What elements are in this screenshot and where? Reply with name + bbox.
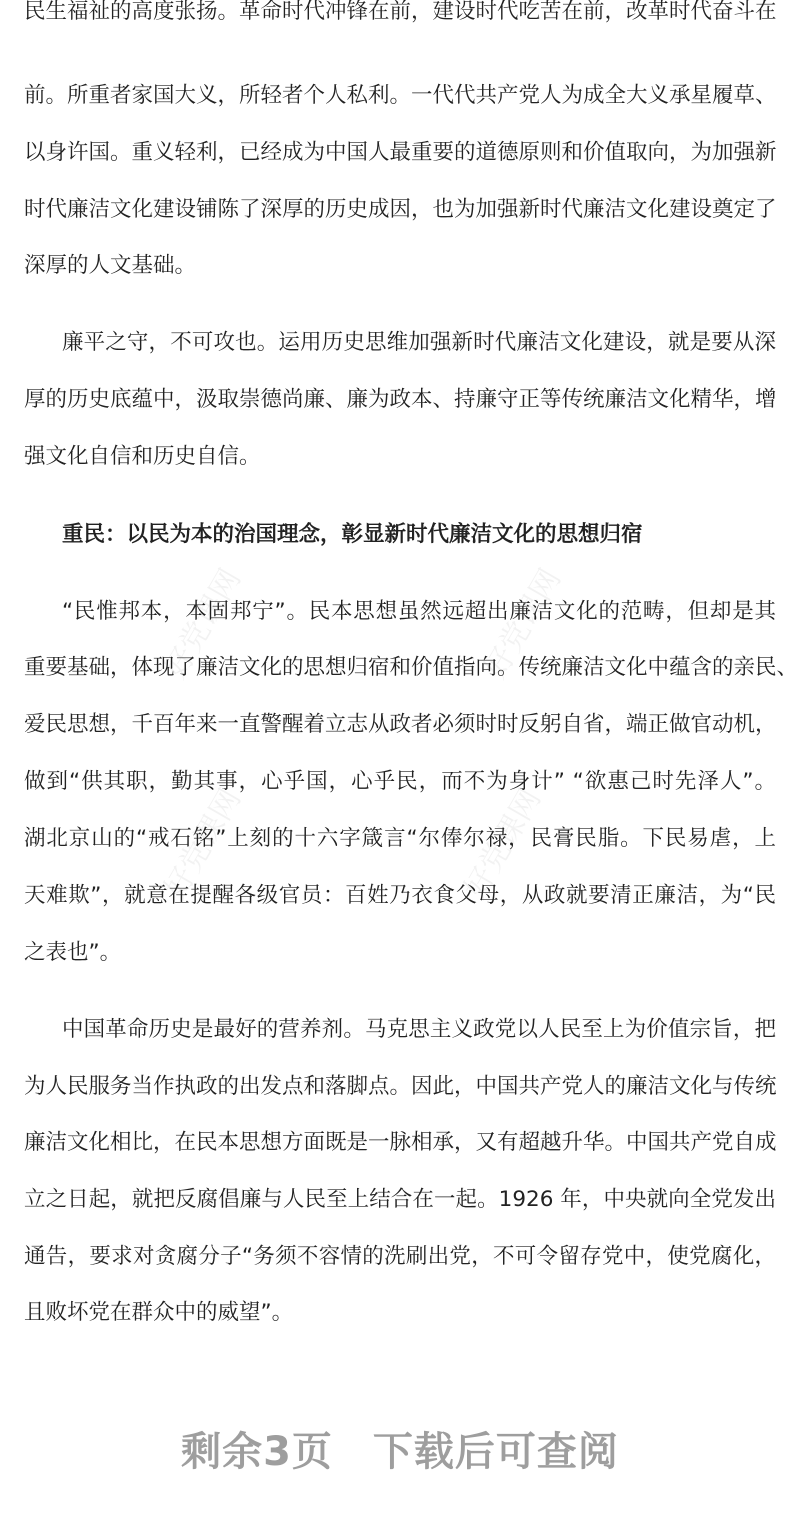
text-line: 重要基础，体现了廉洁文化的思想归宿和价值指向。传统廉洁文化中蕴含的亲民、 <box>24 655 799 680</box>
text-line: 且败坏党在群众中的威望”。 <box>24 1300 294 1325</box>
text-line: 做到“供其职，勤其事，心乎国，心乎民，而不为身计” “欲惠己时先泽人”。 <box>24 769 776 794</box>
text-line: 湖北京山的“戒石铭”上刻的十六字箴言“尔俸尔禄，民膏民脂。下民易虐，上 <box>24 826 776 851</box>
text-line: 中国革命历史是最好的营养剂。马克思主义政党以人民至上为价值宗旨，把 <box>62 1017 776 1042</box>
text-line: 强文化自信和历史自信。 <box>24 444 261 469</box>
text-line: 为人民服务当作执政的出发点和落脚点。因此，中国共产党人的廉洁文化与传统 <box>24 1074 777 1099</box>
text-line: 通告，要求对贪腐分子“务须不容情的洗刷出党，不可令留存党中，使党腐化， <box>24 1244 776 1269</box>
text-line: 之表也”。 <box>24 940 122 965</box>
text-line: 以身许国。重义轻利，已经成为中国人最重要的道德原则和价值取向，为加强新 <box>24 140 777 165</box>
remaining-pages-label: 剩余3页 <box>181 1429 333 1475</box>
text-line: 深厚的人文基础。 <box>24 253 197 278</box>
text-line: 前。所重者家国大义，所轻者个人私利。一代代共产党人为成全大义承星履草、 <box>24 83 777 108</box>
watermark: 好党课网 <box>157 563 249 685</box>
text-line: “民惟邦本，本固邦宁”。民本思想虽然远超出廉洁文化的范畴，但却是其 <box>62 599 776 624</box>
watermark: 好党课网 <box>457 783 549 905</box>
watermark: 好党课网 <box>477 563 569 685</box>
watermark: 好党课网 <box>157 783 249 905</box>
download-prompt[interactable] <box>0 1420 800 1477</box>
text-line: 天难欺”，就意在提醒各级官员：百姓乃衣食父母，从政就要清正廉洁，为“民 <box>24 883 776 908</box>
download-to-view-label: 下载后可查阅 <box>372 1429 619 1475</box>
text-line: 爱民思想，千百年来一直警醒着立志从政者必须时时反躬自省，端正做官动机， <box>24 712 777 737</box>
text-line: 时代廉洁文化建设铺陈了深厚的历史成因，也为加强新时代廉洁文化建设奠定了 <box>24 197 777 222</box>
text-line: 民生福祉的高度张扬。革命时代冲锋在前，建设时代吃苦在前，改革时代奋斗在 <box>24 0 777 24</box>
text-line: 廉洁文化相比，在民本思想方面既是一脉相承，又有超越升华。中国共产党自成 <box>24 1130 777 1155</box>
text-line: 立之日起，就把反腐倡廉与人民至上结合在一起。1926 年，中央就向全党发出 <box>24 1187 776 1212</box>
text-line: 廉平之守，不可攻也。运用历史思维加强新时代廉洁文化建设，就是要从深 <box>62 330 776 355</box>
text-line: 厚的历史底蕴中，汲取崇德尚廉、廉为政本、持廉守正等传统廉洁文化精华，增 <box>24 387 777 412</box>
section-heading: 重民：以民为本的治国理念，彰显新时代廉洁文化的思想归宿 <box>62 522 643 547</box>
